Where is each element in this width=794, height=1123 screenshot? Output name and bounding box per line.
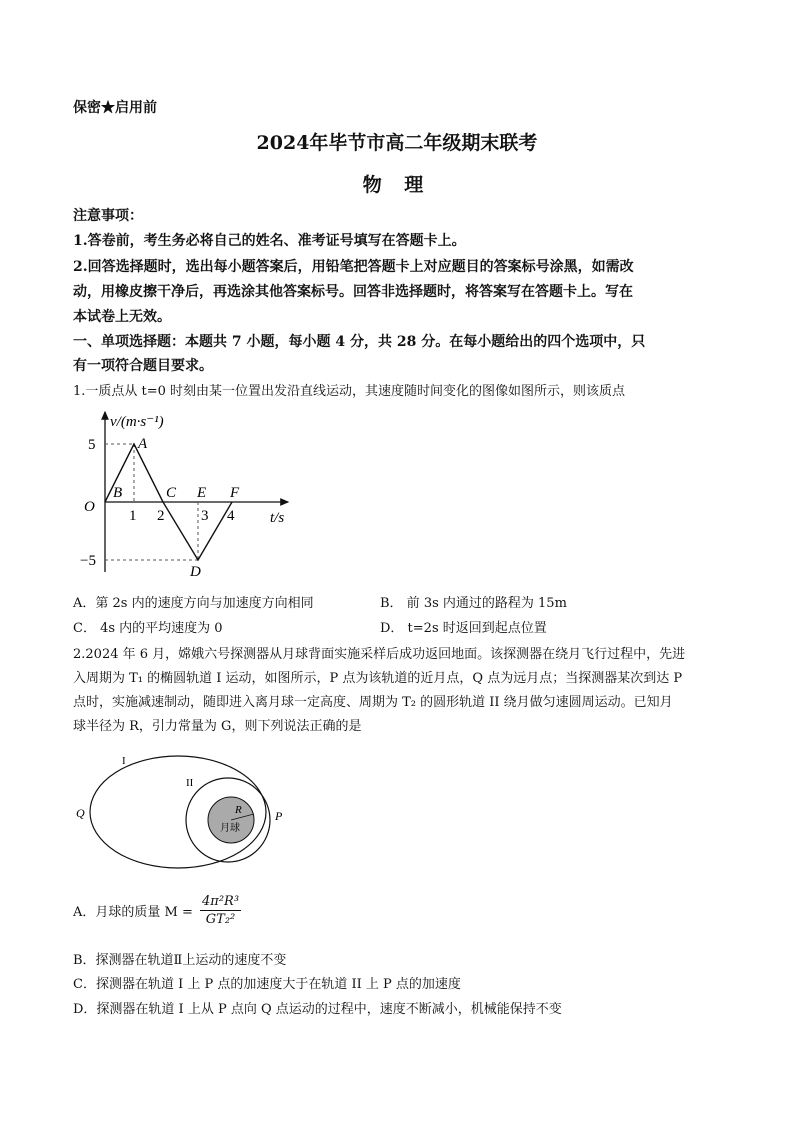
orbit-diagram — [70, 750, 300, 875]
y-axis-label: v/(m·s⁻¹) — [110, 414, 164, 430]
subject-title: 物 理 — [362, 174, 432, 196]
fraction-denominator: GT₂² — [205, 912, 236, 927]
velocity-time-graph — [70, 404, 300, 584]
mass-fraction — [200, 893, 241, 928]
note-2-line1: 2.回答选择题时，选出每小题答案后，用铅笔把答题卡上对应题目的答案标号涂黑，如需改 — [73, 259, 634, 275]
origin-label: O — [84, 499, 95, 515]
q2-option-d: D．探测器在轨道 I 上从 P 点向 Q 点运动的过程中，速度不断减小，机械能保持不变 — [73, 1002, 562, 1017]
q2-stem-line4: 球半径为 R，引力常量为 G，则下列说法正确的是 — [73, 719, 362, 734]
label-R: R — [235, 804, 242, 816]
section1-line1: 一、单项选择题：本题共 7 小题，每小题 4 分，共 28 分。在每小题给出的四个选项中，只 — [73, 334, 646, 350]
x-tick-1: 1 — [129, 508, 137, 524]
point-C: C — [166, 485, 177, 501]
q2-option-a — [73, 893, 241, 928]
q1-option-b: B． 前 3s 内通过的路程为 15m — [380, 596, 567, 611]
label-orbit-II: II — [186, 777, 194, 789]
label-Q: Q — [76, 806, 85, 820]
y-tick-5: 5 — [88, 437, 96, 453]
q1-stem: 1.一质点从 t=0 时刻由某一位置出发沿直线运动，其速度随时间变化的图像如图所示，则该质点 — [73, 384, 626, 399]
x-axis-label: t/s — [270, 510, 285, 526]
q1-option-c: C． 4s 内的平均速度为 0 — [73, 621, 223, 636]
label-P: P — [275, 809, 283, 823]
x-tick-4: 4 — [227, 508, 235, 524]
notes-heading: 注意事项： — [73, 208, 143, 224]
label-orbit-I: I — [122, 755, 126, 767]
q2-option-a-prefix: A．月球的质量 M = — [73, 905, 193, 920]
fraction-numerator: 4π²R³ — [202, 894, 240, 909]
q1-option-a: A．第 2s 内的速度方向与加速度方向相同 — [73, 596, 314, 611]
x-tick-2: 2 — [157, 508, 165, 524]
point-A: A — [138, 436, 148, 452]
point-F: F — [230, 485, 240, 501]
note-2-line3: 本试卷上无效。 — [73, 309, 171, 325]
x-tick-3: 3 — [201, 508, 209, 524]
q2-stem-line1: 2.2024 年 6 月，嫦娥六号探测器从月球背面实施采样后成功返回地面。该探测器在绕月飞行过程中，先进 — [73, 647, 686, 662]
y-tick-neg5: −5 — [80, 553, 96, 569]
q2-option-b: B．探测器在轨道Ⅱ上运动的速度不变 — [73, 953, 287, 968]
exam-title: 2024年毕节市高二年级期末联考 — [256, 132, 538, 154]
label-moon: 月球 — [220, 823, 240, 834]
q2-stem-line3: 点时，实施减速制动，随即进入离月球一定高度、周期为 T₂ 的圆形轨道 II 绕月做匀速圆周运动。已知月 — [73, 695, 673, 710]
q1-option-d: D． t=2s 时返回到起点位置 — [380, 621, 547, 636]
confidential-mark: 保密★启用前 — [73, 100, 157, 116]
point-D: D — [190, 564, 201, 580]
point-E: E — [197, 485, 207, 501]
note-1: 1.答卷前，考生务必将自己的姓名、准考证号填写在答题卡上。 — [73, 233, 466, 249]
section1-line2: 有一项符合题目要求。 — [73, 358, 213, 374]
point-B: B — [113, 485, 123, 501]
note-2-line2: 动，用橡皮擦干净后，再选涂其他答案标号。回答非选择题时，将答案写在答题卡上。写在 — [73, 284, 633, 300]
q2-option-c: C．探测器在轨道 I 上 P 点的加速度大于在轨道 II 上 P 点的加速度 — [73, 977, 461, 992]
q2-stem-line2: 入周期为 T₁ 的椭圆轨道 I 运动，如图所示，P 点为该轨道的近月点，Q 点为远月点；当探测器某次到达 P — [73, 671, 683, 686]
